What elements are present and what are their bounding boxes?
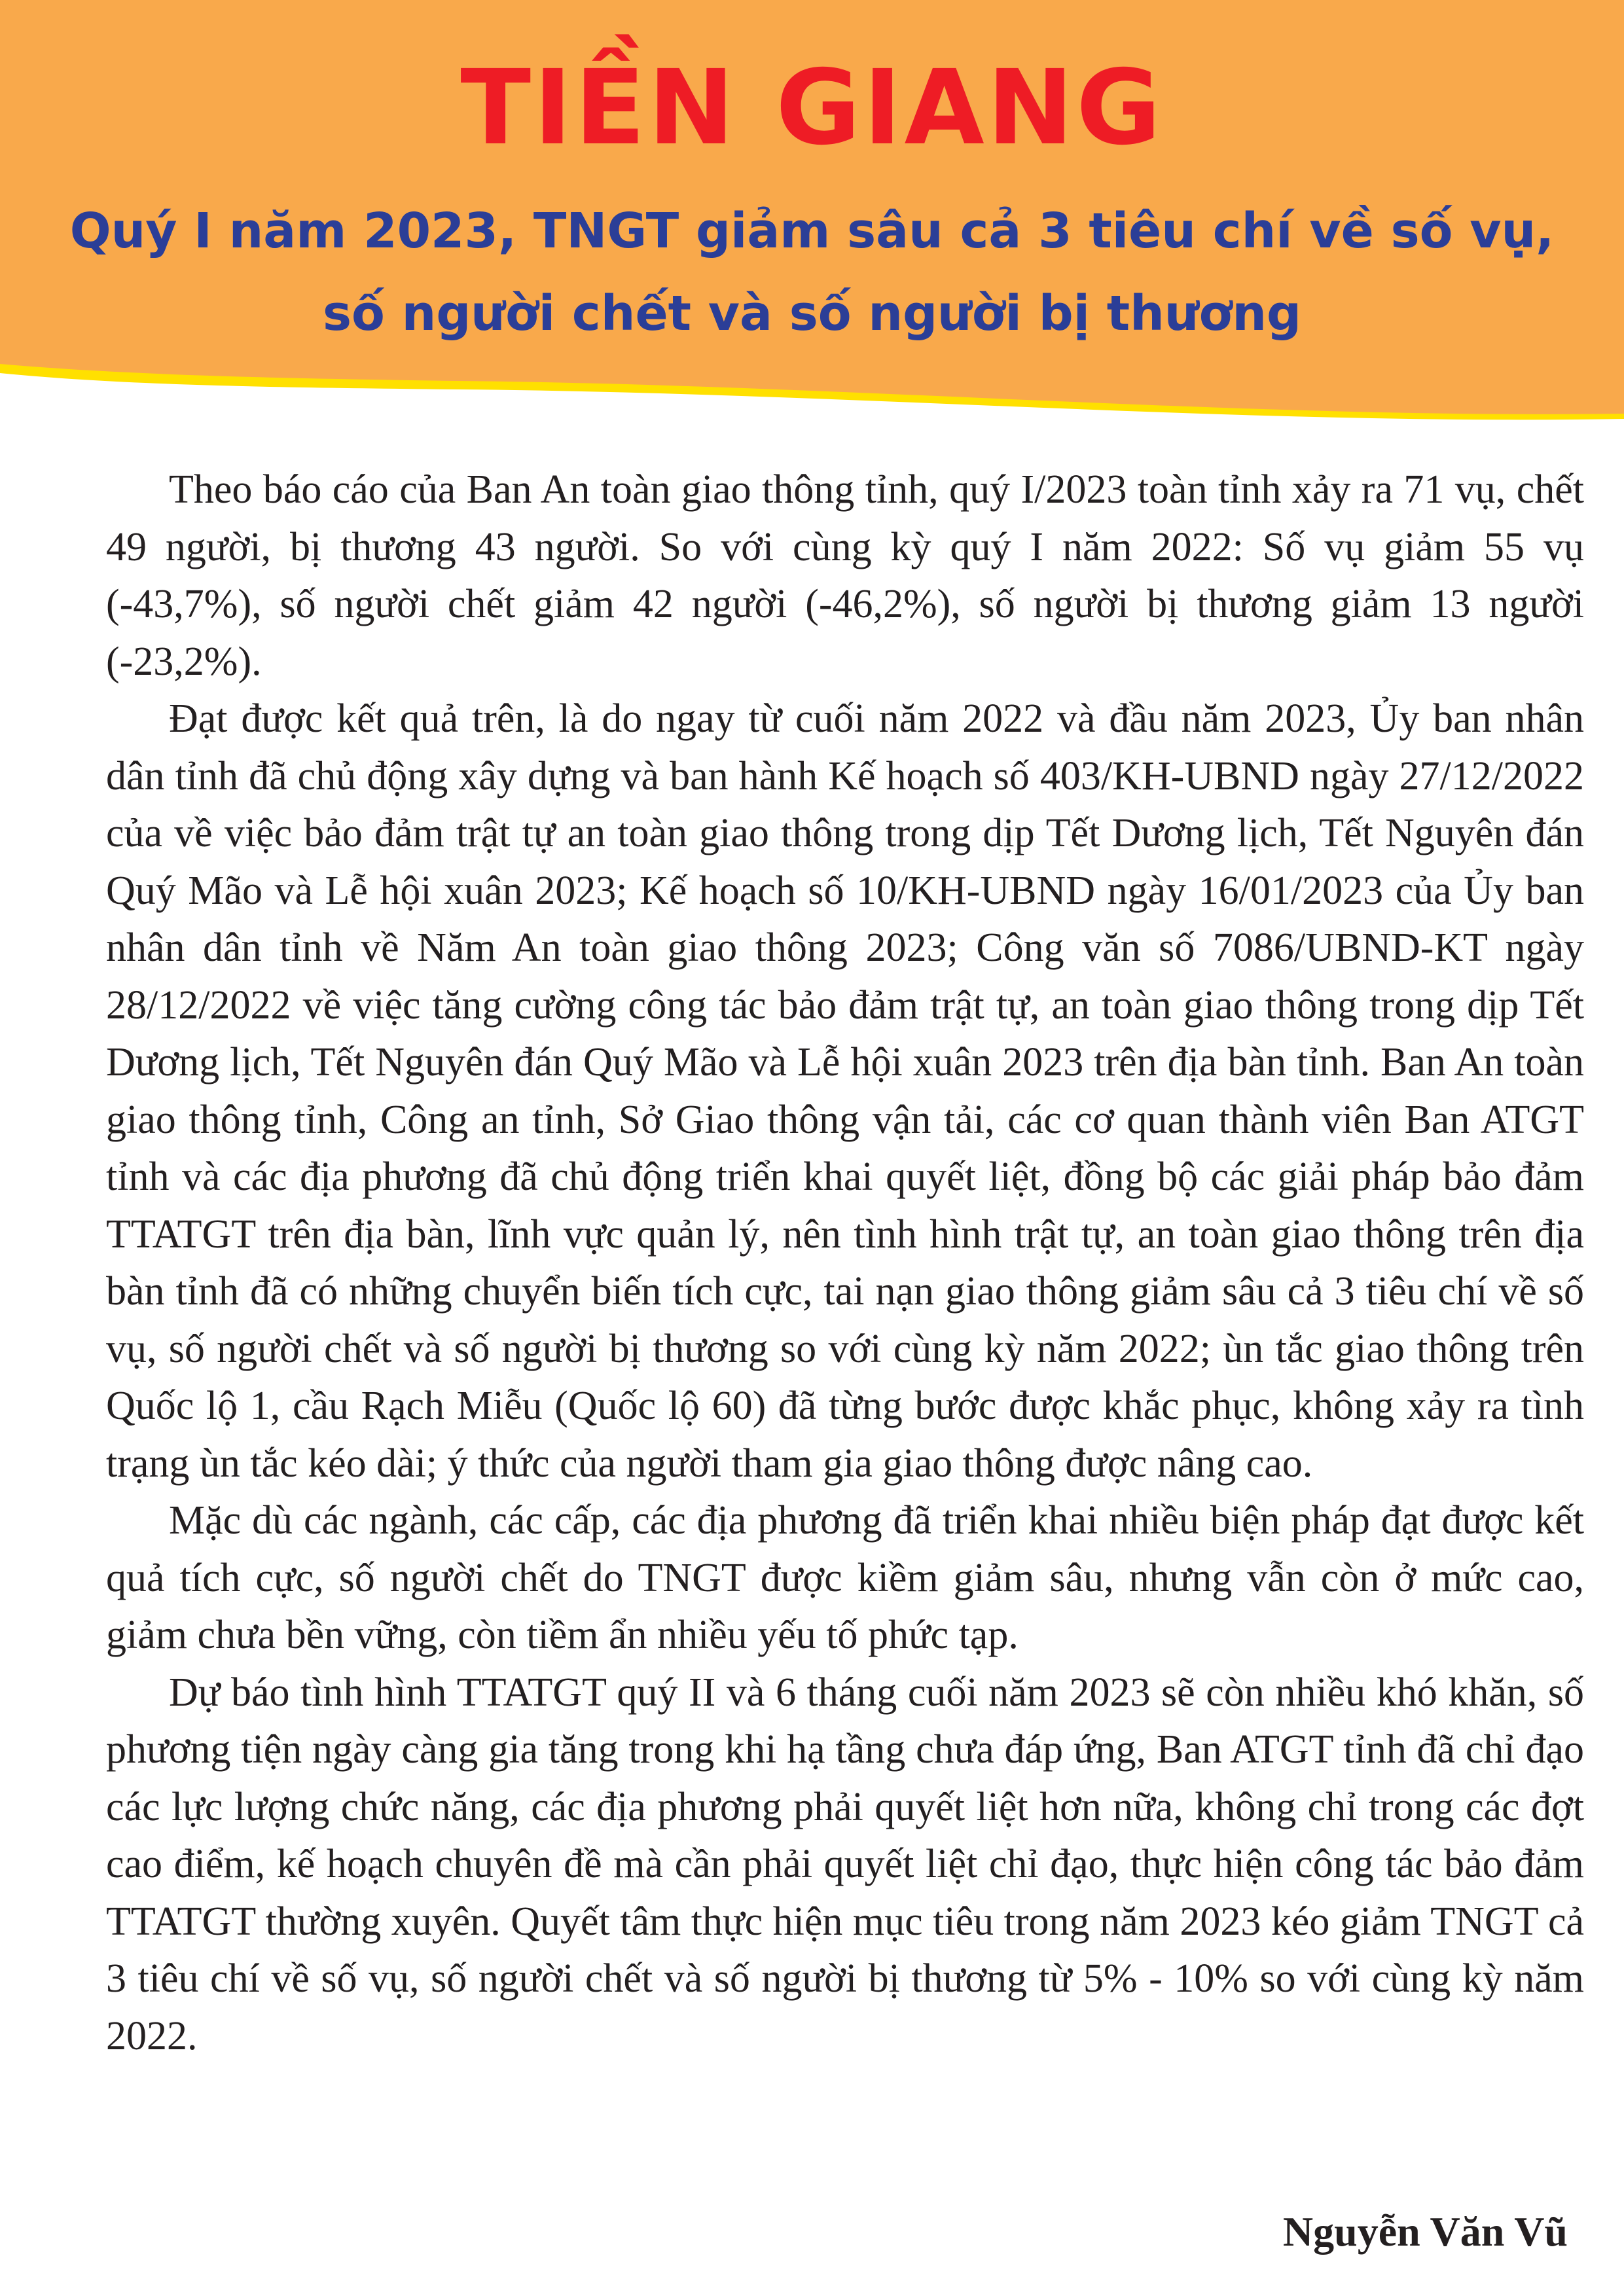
headline-line-2: số người chết và số người bị thương	[322, 285, 1302, 342]
region-title: TIỀN GIANG	[460, 48, 1164, 168]
article-headline	[39, 190, 1585, 355]
author-signature: Nguyễn Văn Vũ	[1282, 2208, 1568, 2255]
headline-line-1: Quý I năm 2023, TNGT giảm sâu cả 3 tiêu chí về số vụ,	[69, 203, 1555, 259]
header-banner	[0, 0, 1624, 432]
article-body	[106, 461, 1584, 2065]
paragraph-3: Mặc dù các ngành, các cấp, các địa phương đã triển khai nhiều biện pháp đạt được kết quả tích cực, số người chết do TNGT được kiềm giảm sâu, nhưng vẫn còn ở mức cao, giảm chưa bền vững, còn tiềm ẩn nhiều yếu tố phức tạp.	[106, 1498, 1584, 1657]
paragraph-1: Theo báo cáo của Ban An toàn giao thông tỉnh, quý I/2023 toàn tỉnh xảy ra 71 vụ, chết 49 người, bị thương 43 người. So với cùng kỳ quý I năm 2022: Số vụ giảm 55 vụ (-43,7%), số người chết giảm 42 người (-46,2%), số người bị thương giảm 13 người (-23,2%).	[106, 467, 1584, 684]
paragraph-4: Dự báo tình hình TTATGT quý II và 6 tháng cuối năm 2023 sẽ còn nhiều khó khăn, số phương tiện ngày càng gia tăng trong khi hạ tầng chưa đáp ứng, Ban ATGT tỉnh đã chỉ đạo các lực lượng chức năng, các địa phương phải quyết liệt hơn nữa, không chỉ trong các đợt cao điểm, kế hoạch chuyên đề mà cần phải quyết liệt chỉ đạo, thực hiện công tác bảo đảm TTATGT thường xuyên. Quyết tâm thực hiện mục tiêu trong năm 2023 kéo giảm TNGT cả 3 tiêu chí về số vụ, số người chết và số người bị thương từ 5% - 10% so với cùng kỳ năm 2022.	[106, 1670, 1584, 2058]
paragraph-2: Đạt được kết quả trên, là do ngay từ cuối năm 2022 và đầu năm 2023, Ủy ban nhân dân tỉnh đã chủ động xây dựng và ban hành Kế hoạch số 403/KH-UBND ngày 27/12/2022 của về việc bảo đảm trật tự an toàn giao thông trong dịp Tết Dương lịch, Tết Nguyên đán Quý Mão và Lễ hội xuân 2023; Kế hoạch số 10/KH-UBND ngày 16/01/2023 của Ủy ban nhân dân tỉnh về Năm An toàn giao thông 2023; Công văn số 7086/UBND-KT ngày 28/12/2022 về việc tăng cường công tác bảo đảm trật tự, an toàn giao thông trong dịp Tết Dương lịch, Tết Nguyên đán Quý Mão và Lễ hội xuân 2023 trên địa bàn tỉnh. Ban An toàn giao thông tỉnh, Công an tỉnh, Sở Giao thông vận tải, các cơ quan thành viên Ban ATGT tỉnh và các địa phương đã chủ động triển khai quyết liệt, đồng bộ các giải pháp bảo đảm TTATGT trên địa bàn, lĩnh vực quản lý, nên tình hình trật tự, an toàn giao thông trên địa bàn tỉnh đã có những chuyển biến tích cực, tai nạn giao thông giảm sâu cả 3 tiêu chí về số vụ, số người chết và số người bị thương so với cùng kỳ năm 2022; ùn tắc giao thông trên Quốc lộ 1, cầu Rạch Miễu (Quốc lộ 60) đã từng bước được khắc phục, không xảy ra tình trạng ùn tắc kéo dài; ý thức của người tham gia giao thông được nâng cao.	[106, 696, 1584, 1486]
